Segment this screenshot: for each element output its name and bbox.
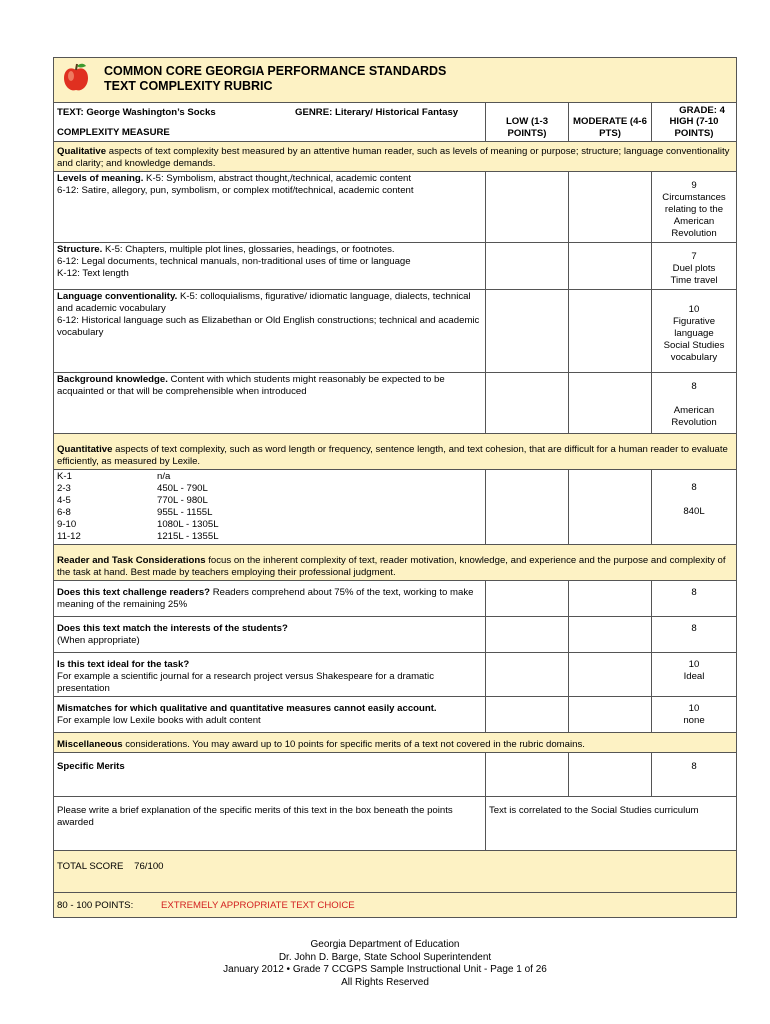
row-mismatches [54,697,737,733]
high-score: 8 American Revolution [652,373,737,434]
row-language-conventionality [54,290,737,373]
lexile-grade: 6-8 [57,507,71,518]
row-levels-of-meaning [54,172,737,243]
moderate-column-header: MODERATE (4-6 PTS) [573,116,647,139]
qualitative-label: Qualitative [57,146,107,157]
criterion-text: For example low Lexile books with adult content [57,715,261,726]
high-score: 8 [652,617,737,653]
row-interests [54,617,737,653]
misc-description: considerations. You may award up to 10 points for specific merits of a text not covered in the rubric domains. [122,739,585,750]
rubric-table [53,57,737,918]
misc-intro [54,733,737,753]
lexile-grade: 9-10 [57,519,77,530]
lexile-range: 1215L - 1355L [157,531,219,542]
meta-row [54,103,737,142]
criterion-text: K-5: colloquialisms, figurative/ idiomatic language, dialects, technical and academic vocabulary [57,291,471,314]
criterion-text: Content with which students might reasonably be expected to be acquainted or that will be comprehensible when introduced [57,374,445,397]
complexity-measure-label: COMPLEXITY MEASURE [57,127,170,138]
qualitative-intro [54,142,737,172]
lexile-grade: 4-5 [57,495,71,506]
row-lexile [54,470,737,545]
total-row [54,851,737,893]
lexile-grade: K-1 [57,471,72,482]
row-background-knowledge [54,373,737,434]
high-score: 8 [652,753,737,797]
title-row [54,58,737,103]
explanation-text: Text is correlated to the Social Studies curriculum [486,797,737,851]
total-score: 76/100 [134,861,164,872]
explanation-prompt: Please write a brief explanation of the specific merits of this text in the box beneath the points awarded [54,797,486,851]
criterion-text: 6-12: Satire, allegory, pun, symbolism, or complex motif/technical, academic content [57,185,414,196]
result-range: 80 - 100 POINTS: [57,900,134,911]
page-title: COMMON CORE GEORGIA PERFORMANCE STANDARDS [104,64,447,78]
high-score: 7 Duel plots Time travel [652,243,737,290]
criterion-title: Does this text match the interests of the students? [57,623,288,634]
criterion-text: K-5: Symbolism, abstract thought,/technical, academic content [143,173,412,184]
criterion-title: Mismatches for which qualitative and quantitative measures cannot easily account. [57,703,437,714]
criterion-title: Is this text ideal for the task? [57,659,190,670]
row-structure [54,243,737,290]
result-verdict: EXTREMELY APPROPRIATE TEXT CHOICE [161,900,355,911]
rubric-page [53,57,736,918]
reader-task-description: focus on the inherent complexity of text, reader motivation, knowledge, and experience and the purpose and complexity of the task at hand. Best made by teachers employing their professional judgment. [57,555,726,578]
lexile-grade: 2-3 [57,483,71,494]
row-explanation [54,797,737,851]
reader-task-intro [54,545,737,581]
low-column-header: LOW (1-3 POINTS) [486,103,569,142]
criterion-text: For example a scientific journal for a research project versus Shakespeare for a dramatic presentation [57,671,434,694]
row-challenge [54,581,737,617]
criterion-title: Structure. [57,244,103,255]
criterion-title: Background knowledge. [57,374,168,385]
high-column-header: HIGH (7-10 POINTS) [652,103,737,142]
text-title: TEXT: George Washington’s Socks [57,107,216,118]
apple-icon [62,62,90,92]
lexile-range: n/a [157,471,171,482]
quantitative-intro [54,434,737,470]
footer-line: All Rights Reserved [341,976,429,988]
specific-merits-label: Specific Merits [57,761,125,772]
lexile-range: 1080L - 1305L [157,519,219,530]
lexile-range: 955L - 1155L [157,507,213,518]
misc-label: Miscellaneous [57,739,123,750]
criterion-text: 6-12: Historical language such as Elizabethan or Old English constructions; technical and academic vocabulary [57,315,480,338]
reader-task-label: Reader and Task Considerations [57,555,206,566]
total-label: TOTAL SCORE [57,861,124,872]
lexile-table [57,471,482,543]
criterion-title: Levels of meaning. [57,173,144,184]
qualitative-description: aspects of text complexity best measured by an attentive human reader, such as levels of meaning or purpose; structure; language conventionality and clarity; and knowledge demands. [57,146,730,169]
criterion-title: Language conventionality. [57,291,178,302]
high-score: 10 Figurative language Social Studies vocabulary [652,290,737,373]
criterion-text: (When appropriate) [57,635,140,646]
footer-line: Dr. John D. Barge, State School Superintendent [278,951,492,963]
result-row [54,893,737,918]
criterion-text: Readers comprehend about 75% of the text, working to make meaning of the remaining 25% [57,587,474,610]
footer-line: January 2012 • Grade 7 CCGPS Sample Instructional Unit - Page 1 of 26 [223,964,547,975]
lexile-grade: 11-12 [57,531,81,542]
high-score: 8 840L [652,470,737,545]
row-task [54,653,737,697]
quantitative-description: aspects of text complexity, such as word length or frequency, sentence length, and text cohesion, that are difficult for a human reader to evaluate efficiently, as measured by Lexile. [57,444,728,467]
criterion-text: 6-12: Legal documents, technical manuals, non-traditional uses of time or language [57,256,411,267]
high-score: 9 Circumstances relating to the American Revolution [652,172,737,243]
high-score: 10 none [652,697,737,733]
page-subtitle: TEXT COMPLEXITY RUBRIC [104,79,273,93]
lexile-range: 450L - 790L [157,483,208,494]
genre: GENRE: Literary/ Historical Fantasy [295,107,459,118]
row-specific-merits [54,753,737,797]
criterion-text: K-12: Text length [57,268,129,279]
high-score: 10 Ideal [652,653,737,697]
quantitative-label: Quantitative [57,444,113,455]
lexile-range: 770L - 980L [157,495,208,506]
footer [0,939,770,989]
criterion-title: Does this text challenge readers? [57,587,211,598]
grade: GRADE: 4 [679,105,725,116]
footer-line: Georgia Department of Education [310,939,460,950]
high-score: 8 [652,581,737,617]
criterion-text: K-5: Chapters, multiple plot lines, glossaries, headings, or footnotes. [102,244,395,255]
